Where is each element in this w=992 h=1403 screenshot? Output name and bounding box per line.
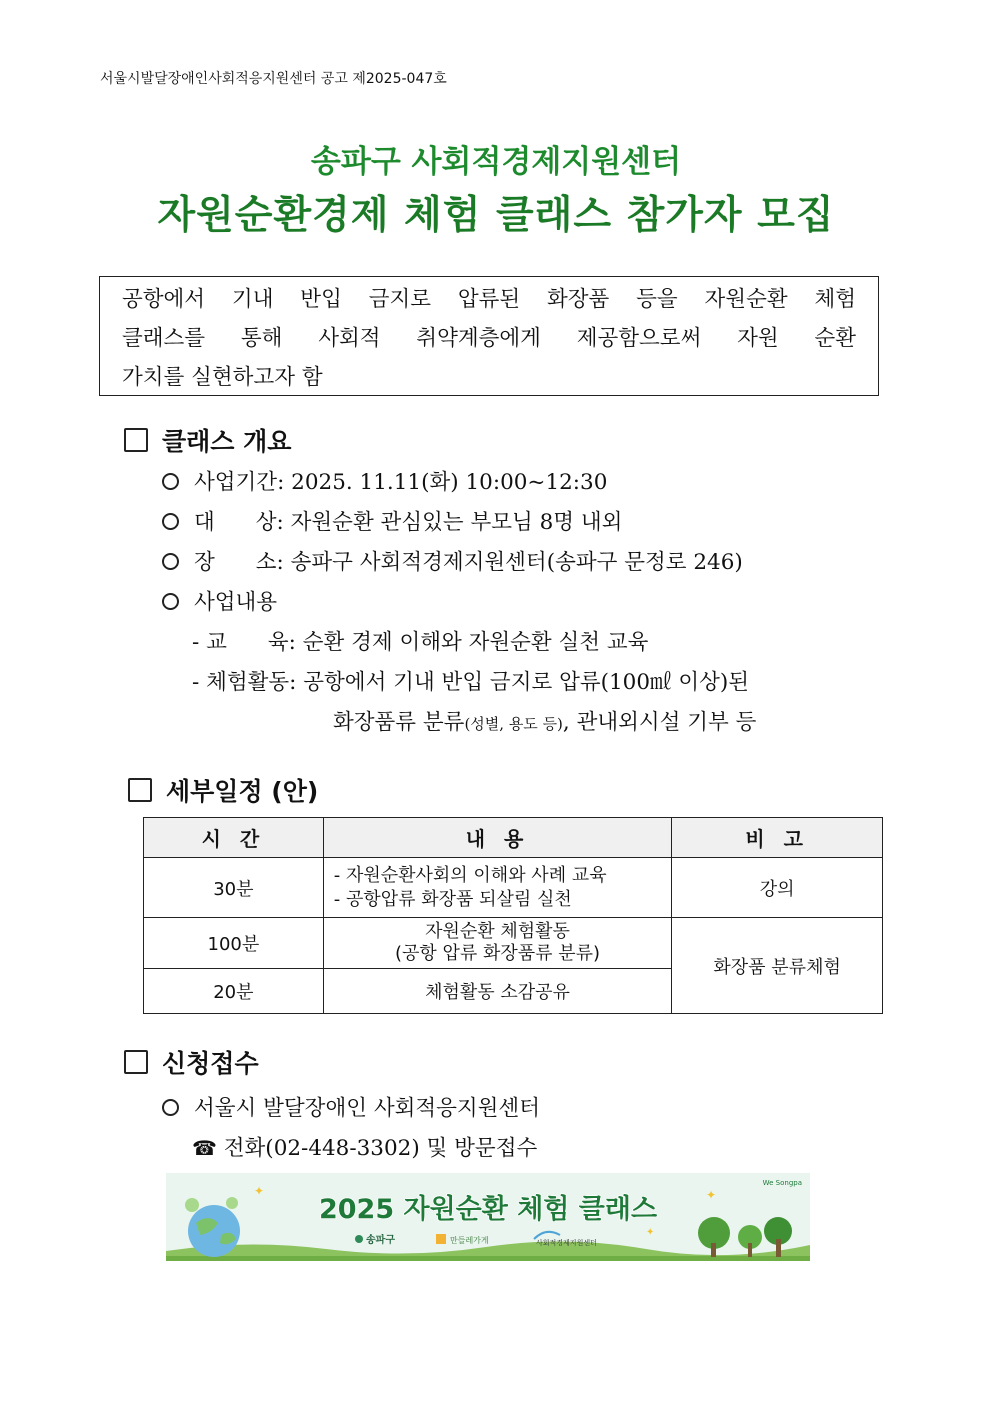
purpose-line: 클래스를 통해 사회적 취약계층에게 제공함으로써 자원 순환 [122, 326, 856, 351]
edu-label: - 교 육: [192, 630, 296, 655]
content-line: - 자원순환사회의 이해와 사례 교육 [333, 864, 607, 886]
section-schedule-heading [128, 772, 318, 808]
contact-text: 전화(02-448-3302) 및 방문접수 [223, 1136, 538, 1161]
telephone-icon: ☎ [192, 1136, 217, 1160]
svg-text:✦: ✦ [646, 1227, 655, 1238]
schedule-table [143, 817, 883, 1014]
checkbox-icon [128, 778, 152, 802]
overview-content [162, 585, 277, 616]
activity-line2-small: (성별, 용도 등) [464, 715, 563, 733]
apply-org [162, 1091, 540, 1122]
overview-activity [192, 665, 749, 696]
table-row [144, 918, 883, 969]
section-apply-heading [124, 1044, 259, 1080]
overview-place [162, 545, 743, 576]
checkbox-icon [124, 1050, 148, 1074]
apply-contact [192, 1131, 537, 1162]
overview-education [192, 625, 648, 656]
cell-content: 체험활동 소감공유 [323, 969, 672, 1014]
cell-time: 100분 [144, 918, 324, 969]
section-overview-heading [124, 422, 291, 458]
target-value: 자원순환 관심있는 부모님 8명 내외 [290, 510, 623, 535]
purpose-line: 가치를 실현하고자 함 [122, 365, 323, 390]
edu-value: 순환 경제 이해와 자원순환 실천 교육 [302, 630, 649, 655]
circle-bullet-icon [162, 513, 179, 530]
event-banner [166, 1173, 810, 1261]
svg-text:✦: ✦ [254, 1184, 265, 1198]
content-line: - 공항압류 화장품 되살림 실천 [333, 888, 572, 910]
overview-target [162, 505, 622, 536]
page-title: 자원순환경제 체험 클래스 참가자 모집 [157, 193, 835, 238]
content-line: (공항 압류 화장품류 분류) [394, 943, 601, 964]
place-label: 장 소: [194, 550, 284, 575]
activity-line2b: , 관내외시설 기부 등 [562, 710, 757, 735]
place-value: 송파구 사회적경제지원센터(송파구 문정로 246) [290, 550, 743, 575]
content-line: 자원순환 체험활동 [425, 921, 570, 942]
purpose-line: 공항에서 기내 반입 금지로 압류된 화장품 등을 자원순환 체험 [122, 287, 856, 312]
circle-bullet-icon [162, 553, 179, 570]
banner-title: 2025 자원순환 체험 클래스 [318, 1194, 658, 1225]
target-label: 대 상: [194, 510, 284, 535]
table-header-row [144, 818, 883, 858]
header-time: 시 간 [144, 818, 324, 858]
purpose-box [99, 276, 879, 396]
header-note: 비 고 [672, 818, 883, 858]
cell-time: 20분 [144, 969, 324, 1014]
activity-line1: 공항에서 기내 반입 금지로 압류(100㎖ 이상)된 [303, 670, 750, 695]
period-text: 사업기간: 2025. 11.11(화) 10:00~12:30 [194, 470, 608, 495]
cell-content [323, 918, 672, 969]
checkbox-icon [124, 428, 148, 452]
overview-activity-cont [333, 705, 756, 736]
cell-note: 화장품 분류체험 [672, 918, 883, 1014]
banner-logo-store: 만들레가게 [450, 1236, 489, 1245]
page-subtitle: 송파구 사회적경제지원센터 [310, 144, 682, 180]
cell-content [323, 858, 672, 918]
activity-label: - 체험활동: [192, 670, 297, 695]
overview-period [162, 465, 607, 496]
circle-bullet-icon [162, 473, 179, 490]
cell-time: 30분 [144, 858, 324, 918]
section-title: 클래스 개요 [162, 427, 292, 456]
cell-note: 강의 [672, 858, 883, 918]
header-content: 내 용 [323, 818, 672, 858]
circle-bullet-icon [162, 593, 179, 610]
banner-logo-songpa: 송파구 [366, 1235, 395, 1246]
section-title: 신청접수 [162, 1049, 259, 1078]
banner-logo-center: 사회적경제지원센터 [536, 1239, 597, 1247]
notice-number: 서울시발달장애인사회적응지원센터 공고 제2025-047호 [100, 71, 447, 87]
circle-bullet-icon [162, 1099, 179, 1116]
svg-text:✦: ✦ [706, 1188, 717, 1202]
activity-line2a: 화장품류 분류 [333, 710, 465, 735]
banner-graphic [166, 1173, 810, 1261]
content-label: 사업내용 [194, 590, 278, 615]
section-title: 세부일정 (안) [166, 777, 319, 806]
banner-corner-logo: We Songpa [762, 1179, 802, 1187]
apply-org-text: 서울시 발달장애인 사회적응지원센터 [194, 1096, 540, 1121]
table-row [144, 858, 883, 918]
